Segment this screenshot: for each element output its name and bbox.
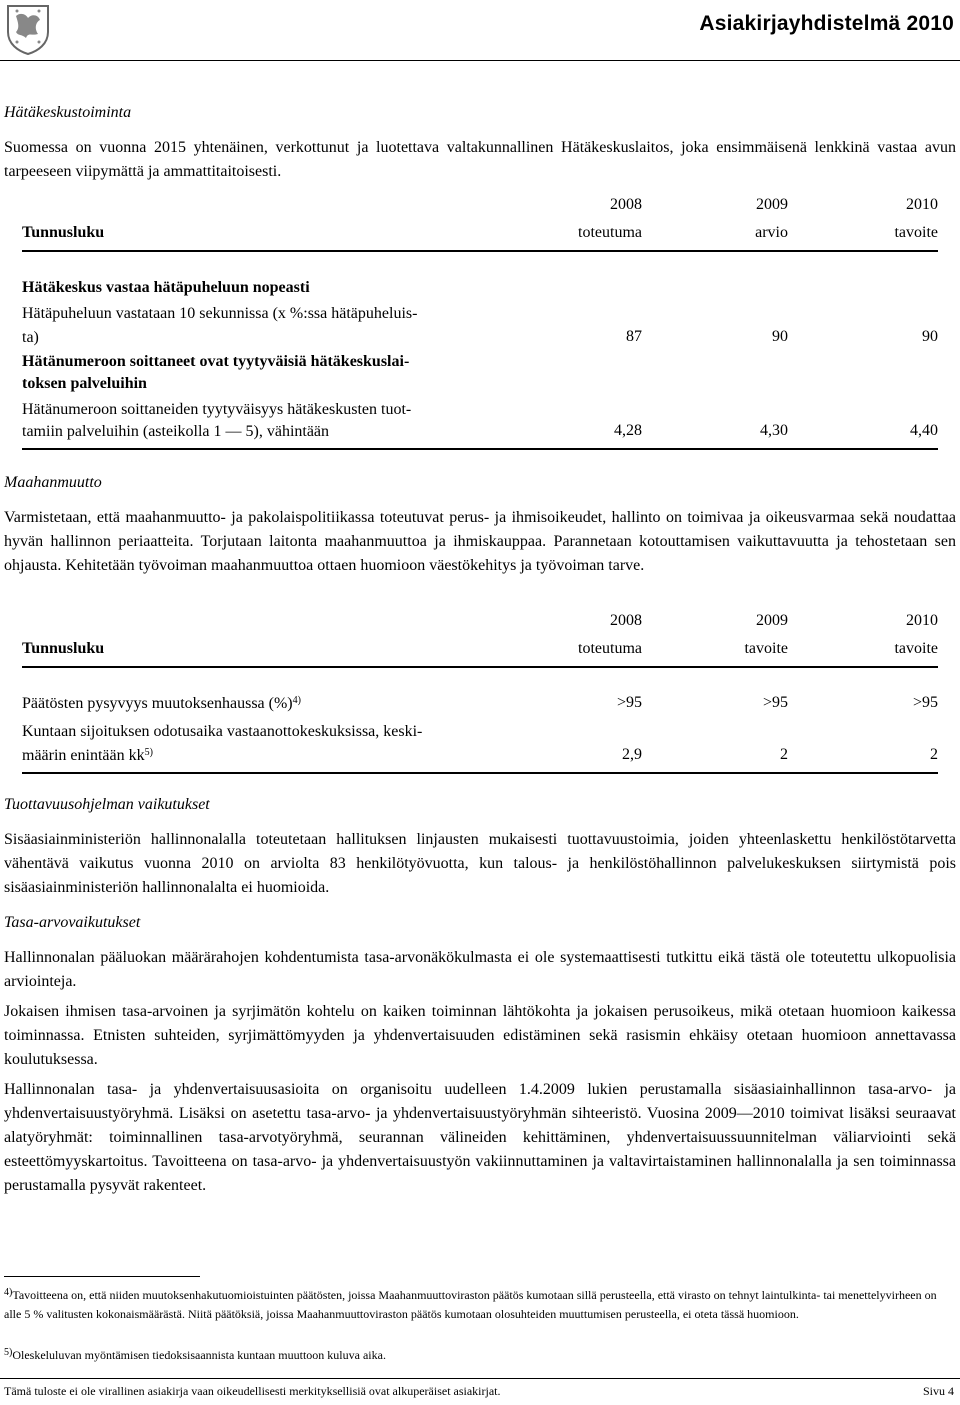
row2-value-2008: 4,28	[614, 422, 642, 439]
section-heading-tasa-arvo: Tasa-arvovaikutukset	[4, 914, 141, 931]
row2-value-2009: 2	[780, 746, 788, 763]
year-2010: 2010	[906, 612, 938, 629]
section-heading-hatakeskus: Hätäkeskustoiminta	[4, 104, 132, 121]
year-2008: 2008	[610, 196, 642, 213]
section-heading-maahanmuutto: Maahanmuutto	[4, 474, 102, 491]
year-2009: 2009	[756, 612, 788, 629]
type-2008: toteutuma	[578, 640, 642, 657]
footnote-mark-4: 4)	[4, 1287, 13, 1298]
row-label-line1: Hätäpuheluun vastataan 10 sekunnissa (x %:ssa hätäpuheluis-	[22, 305, 418, 322]
indicator-table-maahanmuutto	[22, 612, 938, 782]
row1-value-2008: >95	[616, 694, 642, 711]
section-text-tasa-arvo-1: Hallinnonalan pääluokan määrärahojen kohdentumista tasa-arvonäkökulmasta ei ole systemaattisesti tutkittu eikä tästä ole toteutettu ulkopuolisia arviointeja.	[4, 949, 956, 990]
group-title-nopeus: Hätäkeskus vastaa hätäpuheluun nopeasti	[22, 279, 310, 296]
section-text-tasa-arvo-3: Hallinnonalan tasa- ja yhdenvertaisuusasioita on organisoitu uudelleen 1.4.2009 lukien perustamalla sisäasiainhallinnon tasa-arvo- ja yhdenvertaisuustyöryhmä. Lisäksi on asetettu tasa-arvo- ja yhdenvertaisuustyöryhmän sihteeristö. Vuosina 2009—2010 toimivat lisäksi seuraavat alatyöryhmät: toiminnallinen tasa-arvotyöryhmä, seurannan välineiden kehittäminen, yhdenvertaisuussuunnitelman väliarviointi sekä esteettömyyskartoitus. Tavoitteena on tasa-arvo- ja yhdenvertaisuustyön vakiinnuttaminen ja valtavirtaistaminen hallinnonalalla ja sen toiminnassa perustamalla pysyvät rakenteet.	[4, 1081, 956, 1194]
footnote-divider	[4, 1276, 200, 1277]
section-text-tasa-arvo-2: Jokaisen ihmisen tasa-arvoinen ja syrjimätön kohtelu on kaiken toiminnan lähtökohta ja jokaisen perusoikeus, mikä otetaan huomioon kaikessa toiminnassa. Etnisten suhteiden, syrjimättömyyden ja yhdenvertaisuuden edistäminen sekä rasismin ehkäisy otetaan huomioon annettavassa koulutuksessa.	[4, 1003, 956, 1068]
page-number: Sivu 4	[922, 1384, 954, 1398]
row2-value-2010: 2	[930, 746, 938, 763]
row2-label-line1: Hätänumeroon soittaneiden tyytyväisyys hätäkeskusten tuot-	[22, 401, 412, 418]
coat-of-arms-icon	[4, 2, 52, 56]
type-2009: tavoite	[744, 640, 788, 657]
table-header-rule	[22, 250, 938, 252]
row1-value-2010: >95	[912, 694, 938, 711]
year-2009: 2009	[756, 196, 788, 213]
section-heading-tuottavuus: Tuottavuusohjelman vaikutukset	[4, 796, 210, 813]
footnote-5-text: Oleskeluluvan myöntämisen tiedoksisaannista kuntaan muuttoon kuluva aika.	[12, 1348, 386, 1362]
table-header-rule	[22, 666, 938, 668]
table-bottom-rule	[22, 772, 938, 774]
footnote-4-text: Tavoitteena on, että niiden muutoksenhakutuomioistuinten päätösten, joissa Maahanmuuttoviraston päätös kumotaan sillä perusteella, että virasto on tehnyt laintulkinta- tai menettelyvirheen on alle 5 % valitusten kokonaismäärästä. Niitä päätöksiä, joissa Maahanmuuttoviraston päätös kumotaan olosuhteiden muuttumisen perusteella, ei oteta tässä huomioon.	[4, 1288, 937, 1321]
type-2010: tavoite	[894, 224, 938, 241]
footer-divider	[0, 1378, 960, 1379]
section-intro-maahanmuutto: Varmistetaan, että maahanmuutto- ja pakolaispolitiikassa toteutuvat perus- ja ihmisoikeudet, hallinto on toimivaa ja oikeusvarmaa sekä noudattaa hyvän hallinnon periaatteita. Torjutaan laitonta maahanmuuttoa ja ihmiskauppaa. Parannetaan kotouttamisen vaikuttavuutta ja tehostetaan sen ohjausta. Kehitetään työvoiman maahanmuuttoa ottaen huomioon väestökehitys ja työvoiman tarve.	[4, 509, 956, 574]
row1-label	[22, 692, 492, 716]
row1-value-2009: 90	[772, 328, 788, 345]
indicator-table-hatakeskus	[22, 196, 938, 456]
footnote-5	[4, 1346, 956, 1365]
type-2008: toteutuma	[578, 224, 642, 241]
row2-value-2008: 2,9	[622, 746, 642, 763]
table-bottom-rule	[22, 448, 938, 450]
year-2010: 2010	[906, 196, 938, 213]
table-label: Tunnusluku	[22, 640, 105, 657]
footnote-4	[4, 1286, 956, 1324]
footnote-ref-5: 5)	[144, 747, 153, 758]
row2-label-line2: tamiin palveluihin (asteikolla 1 — 5), vähintään	[22, 423, 330, 440]
row-label-line2: ta)	[22, 329, 39, 346]
group-title-tyytyvaisyys-1: Hätänumeroon soittaneet ovat tyytyväisiä hätäkeskuslai-	[22, 353, 410, 370]
group-title-tyytyvaisyys-2: toksen palveluihin	[22, 375, 147, 392]
footnote-ref-4: 4)	[292, 695, 301, 706]
section-intro-hatakeskus: Suomessa on vuonna 2015 yhtenäinen, verkottunut ja luotettava valtakunnallinen Hätäkeskuslaitos, joka ensimmäisenä lenkkinä vastaa avun tarpeeseen viipymättä ja ammattitaitoisesti.	[4, 139, 956, 180]
row1-value-2009: >95	[762, 694, 788, 711]
document-title: Asiakirjayhdistelmä 2010	[699, 12, 954, 35]
section-text-tuottavuus: Sisäasiainministeriön hallinnonalalla toteutetaan hallituksen linjausten mukaisesti tuottavuustoimia, joiden yhteenlaskettu henkilöstötarvetta vähentävä vaikutus vuonna 2010 on arviolta 83 henkilötyövuotta, kun talous- ja henkilöstöhallinnon palvelukeskuksen siirtymistä pois sisäasiainministeriön hallinnonalalta ei huomioida.	[4, 831, 956, 896]
year-2008: 2008	[610, 612, 642, 629]
header-divider	[0, 60, 960, 61]
table-label: Tunnusluku	[22, 224, 105, 241]
footer-disclaimer: Tämä tuloste ei ole virallinen asiakirja vaan oikeudellisesti merkityksellisiä ovat alkuperäiset asiakirjat.	[4, 1384, 501, 1398]
row1-value-2008: 87	[626, 328, 642, 345]
row2-label-line2	[22, 744, 492, 768]
row1-label-text: Päätösten pysyvyys muutoksenhaussa (%)	[22, 695, 293, 712]
row2-label-line1: Kuntaan sijoituksen odotusaika vastaanottokeskuksissa, keski-	[22, 723, 423, 740]
page-header	[0, 0, 960, 64]
row2-label-text: määrin enintään kk	[22, 747, 145, 764]
row2-value-2010: 4,40	[910, 422, 938, 439]
footnote-mark-5: 5)	[4, 1347, 13, 1358]
row2-value-2009: 4,30	[760, 422, 788, 439]
row1-value-2010: 90	[922, 328, 938, 345]
type-2009: arvio	[755, 224, 788, 241]
type-2010: tavoite	[894, 640, 938, 657]
